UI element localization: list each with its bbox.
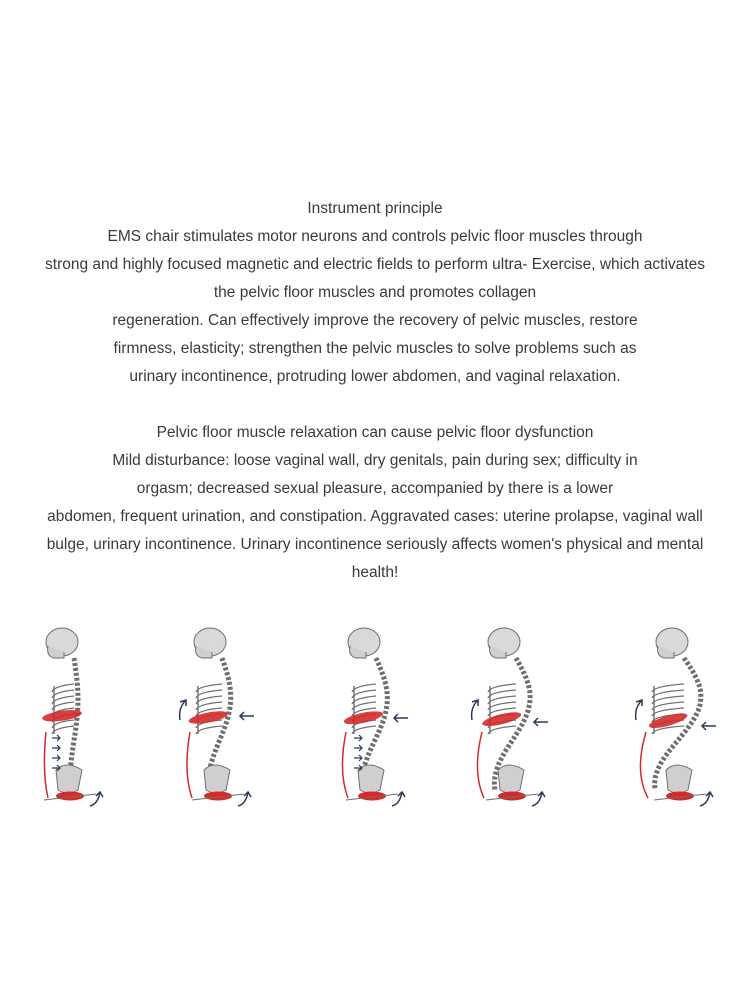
- push-arrow-icon: [354, 745, 362, 751]
- dysfunction-line: health!: [351, 564, 399, 581]
- rib: [488, 726, 516, 734]
- ribcage: [488, 684, 516, 734]
- push-arrow-icon: [52, 735, 60, 741]
- back-arrow-icon: [240, 712, 254, 720]
- push-arrow-icon: [354, 755, 362, 761]
- figure-posture-2: [168, 620, 278, 820]
- dysfunction-heading: Pelvic floor muscle relaxation can cause pelvic floor dysfunction: [156, 424, 594, 441]
- principle-line: EMS chair stimulates motor neurons and controls pelvic floor muscles through: [107, 228, 643, 245]
- pelvis: [498, 765, 524, 793]
- figure-posture-4: [462, 620, 572, 820]
- pelvis: [56, 765, 82, 793]
- back-arrow-icon: [394, 714, 408, 722]
- abdominal-muscle: [640, 732, 648, 798]
- curved-arrow-icon: [180, 700, 186, 720]
- dysfunction-line: Mild disturbance: loose vaginal wall, dry genitals, pain during sex; difficulty in: [112, 452, 638, 469]
- abdominal-muscle: [477, 732, 484, 798]
- diaphragm-muscle: [481, 709, 522, 728]
- principle-line: regeneration. Can effectively improve the recovery of pelvic muscles, restore: [112, 312, 638, 329]
- skeleton-illustration: [20, 620, 130, 820]
- back-arrow-icon: [534, 718, 548, 726]
- push-arrow-icon: [52, 755, 60, 761]
- skeleton-illustration: [168, 620, 278, 820]
- rib: [52, 726, 74, 734]
- ribcage: [196, 684, 222, 734]
- skeleton-illustration: [630, 620, 740, 820]
- posture-illustration: [0, 620, 750, 820]
- diaphragm-muscle: [188, 709, 229, 726]
- principle-line: urinary incontinence, protruding lower abdomen, and vaginal relaxation.: [129, 368, 621, 385]
- dysfunction-line: abdomen, frequent urination, and constipation. Aggravated cases: uterine prolapse, vaginal wall: [47, 508, 703, 525]
- curved-arrow-icon: [636, 700, 642, 720]
- ribcage: [352, 684, 376, 734]
- figure-posture-3: [322, 620, 432, 820]
- push-arrow-icon: [354, 735, 362, 741]
- pelvis: [666, 765, 692, 793]
- principle-line: strong and highly focused magnetic and electric fields to perform ultra- Exercise, which activates: [45, 256, 705, 273]
- push-arrow-icon: [52, 745, 60, 751]
- abdominal-muscle: [187, 732, 192, 798]
- curved-arrow-icon: [472, 700, 478, 720]
- instrument-principle-section: [0, 195, 750, 391]
- pelvic-dysfunction-section: [0, 419, 750, 587]
- abdominal-muscle: [44, 732, 48, 798]
- skeleton-illustration: [462, 620, 572, 820]
- rib: [352, 726, 376, 734]
- figure-posture-5: [630, 620, 740, 820]
- abdominal-muscle: [342, 732, 348, 798]
- dysfunction-line: orgasm; decreased sexual pleasure, accompanied by there is a lower: [136, 480, 614, 497]
- figure-posture-1: [20, 620, 130, 820]
- principle-line: firmness, elasticity; strengthen the pelvic muscles to solve problems such as: [113, 340, 637, 357]
- skeleton-illustration: [322, 620, 432, 820]
- ribcage: [52, 684, 74, 734]
- pelvis: [358, 765, 384, 793]
- back-arrow-icon: [702, 722, 716, 730]
- diaphragm-muscle: [343, 709, 384, 727]
- pelvis: [204, 765, 230, 793]
- dysfunction-line: bulge, urinary incontinence. Urinary incontinence seriously affects women's physical and mental: [46, 536, 704, 553]
- rib: [196, 726, 222, 734]
- principle-line: the pelvic floor muscles and promotes collagen: [213, 284, 537, 301]
- principle-heading: Instrument principle: [307, 200, 443, 217]
